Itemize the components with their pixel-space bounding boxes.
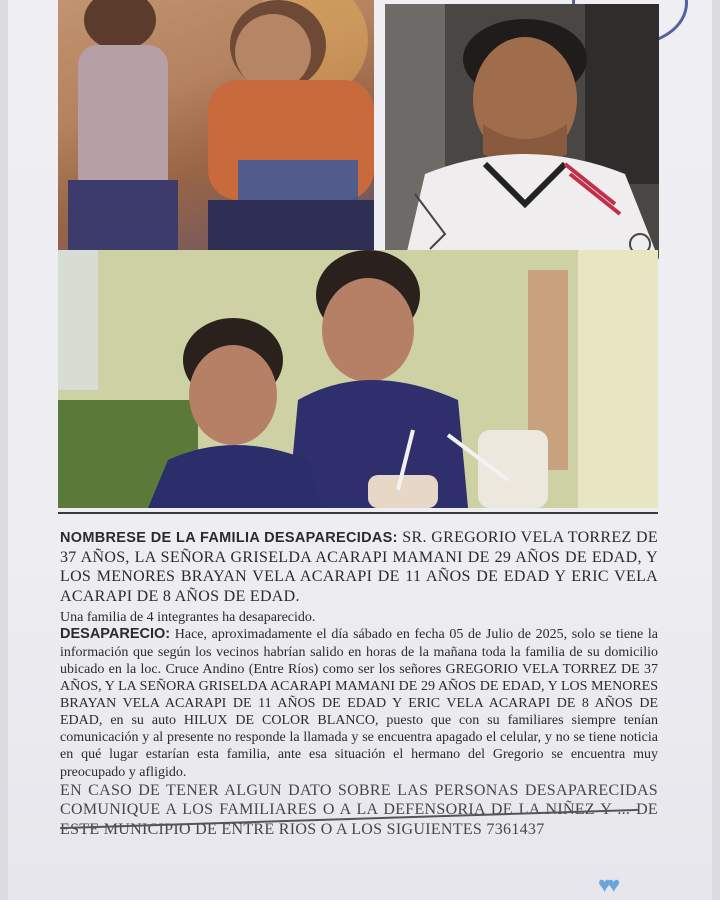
desaparecio-paragraph [60, 626, 658, 780]
photo-two-boys-icon [58, 250, 658, 508]
contact-paragraph [60, 781, 658, 840]
divider-line [58, 512, 658, 514]
heading-text: SR. GREGORIO VELA TORREZ DE 37 AÑOS, LA SEÑORA GRISELDA ACARAPI MAMANI DE 29 AÑOS DE EDAD, Y LOS MENORES BRAYAN VELA ACARAPI DE 11 AÑOS DE EDAD Y ERIC VELA ACARAPI DE 8 AÑOS DE EDAD. [60, 529, 658, 605]
desaparecio-text: Hace, aproximadamente el día sábado en fecha 05 de Julio de 2025, solo se tiene la información que según los vecinos habrían salido en horas de la mañana toda la familia de su domicilio ubicado en la loc. Cruce Andino (Entre Ríos) como ser los señores GREGORIO VELA TORREZ DE 37 AÑOS, Y LA SEÑORA GRISELDA ACARAPI MAMANI DE 29 AÑOS DE EDAD, Y LOS MENORES BRAYAN VELA ACARAPI DE 11 AÑOS DE EDAD Y ERIC VELA ACARAPI DE 8 AÑOS DE EDAD, en su auto HILUX DE COLOR BLANCO, puesto que con su familiares siempre tenían comunicación y al presente no responde la llamada y se encuentra apagado el celular, y no se tiene noticia en qué lugar estarían esta familia, ante esa situación el hermano del Gregorio se encuentra muy preocupado y afligido. [60, 627, 659, 780]
desaparecio-label: DESAPARECIO: [60, 626, 171, 643]
photo-man-portrait [385, 4, 659, 260]
heading-label: NOMBRESE DE LA FAMILIA DESAPARECIDAS: [60, 530, 398, 546]
photo-two-boys [58, 250, 658, 508]
phone-fragment: 7361437 [486, 820, 545, 838]
heading-paragraph [60, 528, 658, 606]
contact-text: EN CASO DE TENER ALGUN DATO SOBRE LAS PERSONAS DESAPARECIDAS COMUNIQUE A LOS FAMILIARES O A LA DEFENSORIA DE LA NIÑEZ Y ... DE ESTE MUNICIPIO DE ENTRE RIOS O A LOS SIGUIENTES [60, 781, 658, 838]
missing-persons-flyer [8, 0, 712, 900]
photo-mother-and-son [58, 0, 374, 252]
portrait-photo-man-icon [385, 4, 659, 260]
family-line: Una familia de 4 integrantes ha desaparecido. [60, 610, 316, 626]
notice-text [60, 528, 658, 839]
family-photo-mother-son-icon [58, 0, 374, 252]
heart-sticker-icon: ♥♥ [598, 872, 617, 897]
